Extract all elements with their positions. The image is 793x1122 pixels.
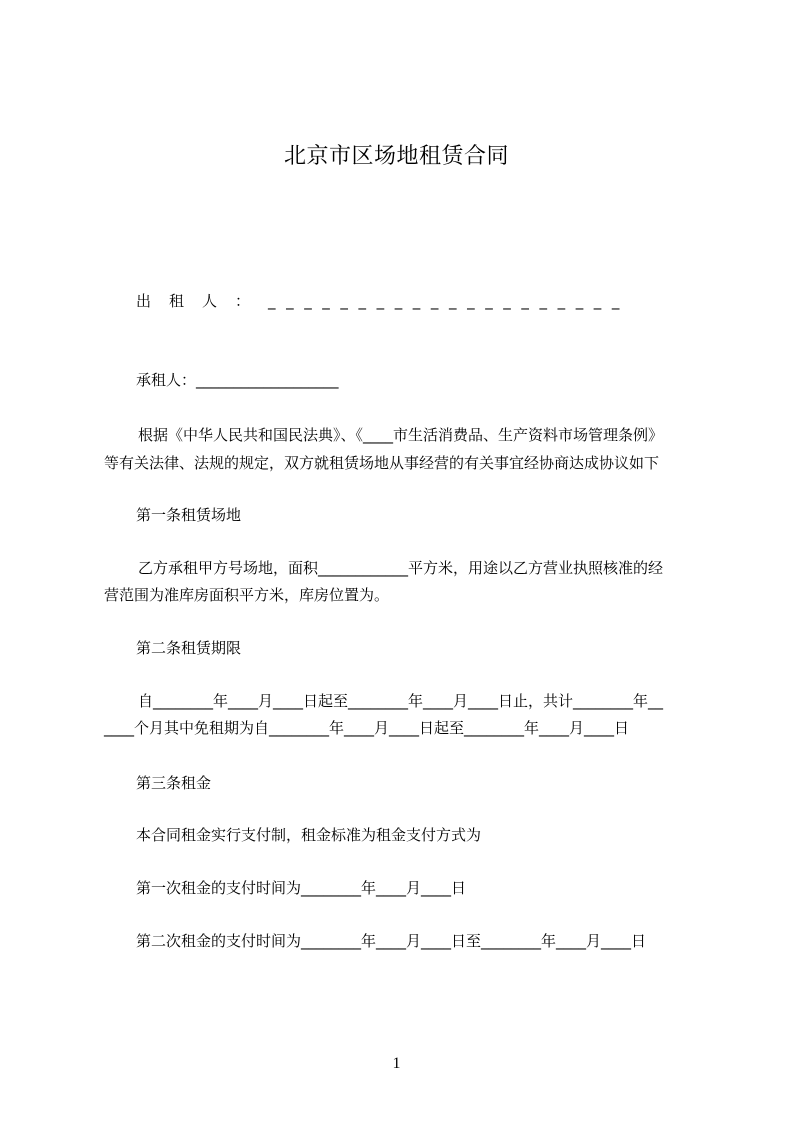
article3-heading: 第三条租金 (136, 774, 212, 792)
article2-heading: 第二条租赁期限 (136, 639, 242, 657)
article3-line-2: 第一次租金的支付时间为________年____月____日 (136, 879, 467, 897)
article3-line-1: 本合同租金实行支付制，租金标准为租金支付方式为 (136, 826, 482, 844)
article1-line-1: 乙方承租甲方号场地，面积____________平方米，用途以乙方营业执照核准的经 (138, 559, 664, 577)
lessor-blank: ____________________ (268, 292, 630, 310)
article1-heading: 第一条租赁场地 (136, 506, 242, 524)
lessor-line (136, 290, 706, 312)
article2-line-2: ____个月其中免租期为自________年____月____日起至________年____月____日 (104, 719, 630, 737)
lessee-line: 承租人：___________________ (136, 371, 339, 389)
lessor-label: 出租人： (136, 292, 269, 310)
document-title: 北京市区场地租赁合同 (283, 144, 509, 169)
article2-line-1: 自________年____月____日起至________年____月____日止，共计________年__ (138, 692, 664, 710)
basis-line-2: 等有关法律、法规的规定，双方就租赁场地从事经营的有关事宜经协商达成协议如下 (104, 454, 660, 472)
article1-line-2: 营范围为准库房面积平方米，库房位置为。 (104, 586, 390, 604)
article3-line-3: 第二次租金的支付时间为________年____月____日至________年____月____日 (136, 932, 647, 950)
basis-line-1: 根据《中华人民共和国民法典》、《____市生活消费品、生产资料市场管理条例》 (138, 426, 664, 444)
page-number: 1 (392, 1055, 401, 1072)
